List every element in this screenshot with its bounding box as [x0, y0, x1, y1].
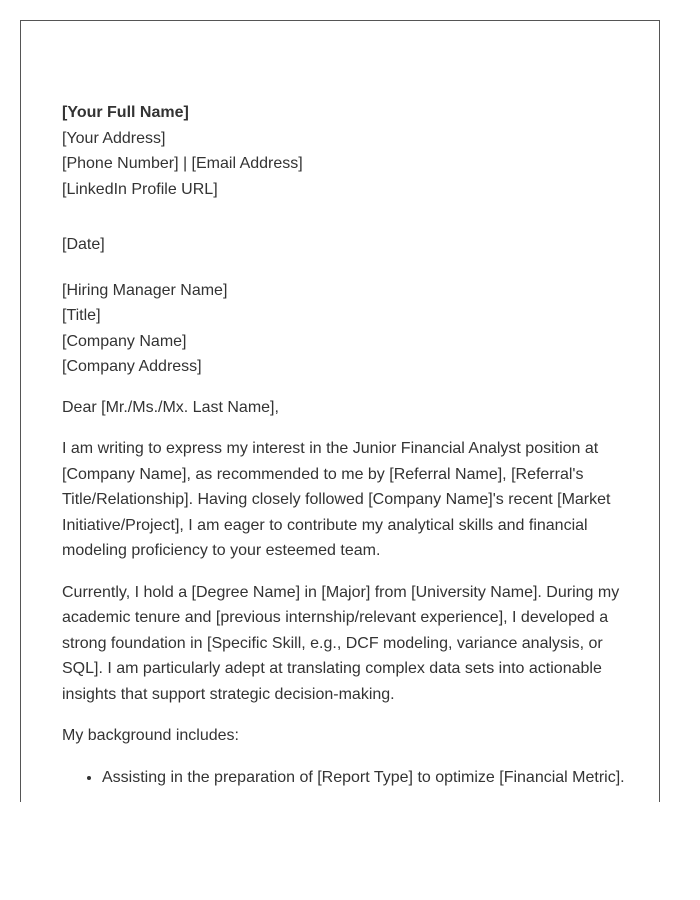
- recipient-block: [62, 278, 630, 380]
- list-item: • Assisting in the preparation of [Report Type] to optimize [Financial Metric].: [102, 765, 630, 791]
- recipient-address: [Company Address]: [62, 358, 202, 375]
- letter-date: [Date]: [62, 236, 105, 253]
- sender-block: [62, 100, 630, 202]
- sender-contact: [Phone Number] | [Email Address]: [62, 155, 303, 172]
- salutation: Dear [Mr./Ms./Mx. Last Name],: [62, 398, 279, 416]
- recipient-company: [Company Name]: [62, 332, 187, 350]
- recipient-name: [Hiring Manager Name]: [62, 281, 228, 299]
- letter-page: [20, 20, 660, 802]
- sender-linkedin: [LinkedIn Profile URL]: [62, 180, 218, 198]
- paragraph-intro: I am writing to express my interest in the Junior Financial Analyst position at [Company Name], as recommended to me by [Referral Name], [Referral's Title/Relationship]. Having closely followed [Company Name]'s recent [Market Initiative/Project], I am eager to contribute my analytical skills and financial modeling proficiency to your esteemed team.: [62, 440, 611, 559]
- paragraph-education: Currently, I hold a [Degree Name] in [Major] from [University Name]. During my academic tenure and [previous internship/relevant experience], I developed a strong foundation in [Specific Skill, e.g., DCF modeling, variance analysis, or SQL]. I am particularly adept at translating complex data sets into actionable insights that support strategic decision-making.: [62, 583, 620, 703]
- sender-address: [Your Address]: [62, 129, 166, 147]
- paragraph-background-intro: My background includes:: [62, 727, 239, 744]
- letter-body: [62, 100, 630, 790]
- background-list: [62, 765, 630, 791]
- recipient-title: [Title]: [62, 307, 101, 324]
- sender-name: [Your Full Name]: [62, 104, 189, 121]
